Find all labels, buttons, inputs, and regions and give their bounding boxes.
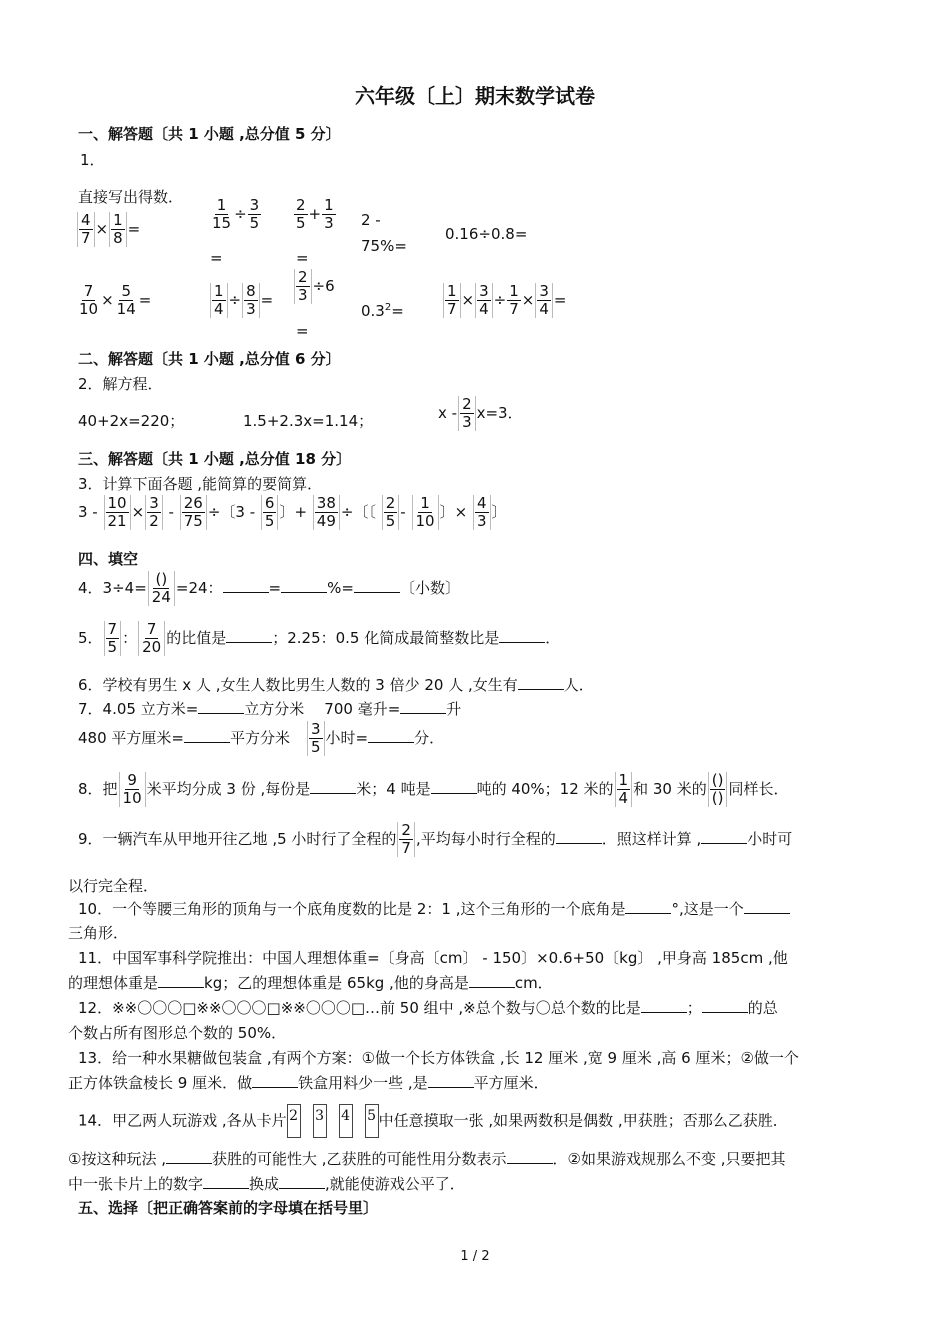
fraction: $\frac{3}{4}$ <box>475 283 493 318</box>
question-7-part-2: 480 平方厘米= 平方分米 $\frac{3}{5}$ 小时= 分． <box>78 720 445 756</box>
calc-b4: $0.3^2=$ <box>361 302 404 320</box>
question-9: 9．一辆汽车从甲地开往乙地 ,5 小时行了全程的 $\frac{2}{7}$ ,平均每小时行全程的 ．照这样计算 , 小时可 <box>78 821 793 857</box>
answer-blank[interactable] <box>368 728 414 743</box>
fraction: $\frac{2}{7}$ <box>397 822 415 857</box>
answer-blank[interactable] <box>223 578 269 593</box>
question-10: 10．一个等腰三角形的顶角与一个底角度数的比是 2：1 ,这个三角形的一个底角是 °,这是一个 <box>78 899 790 919</box>
section-2-heading: 二、解答题〔共 1 小题 ,总分值 6 分〕 <box>78 350 341 368</box>
answer-blank[interactable] <box>354 578 400 593</box>
fraction: $\frac{1}{15}$ <box>212 196 232 232</box>
answer-blank[interactable] <box>469 973 515 988</box>
fraction: $\frac{2}{5}$ <box>296 196 306 232</box>
question-1-intro: 直接写出得数． <box>78 188 184 206</box>
question-13: 13．给一种水果糖做包装盒 ,有两个方案：①做一个长方体铁盒 ,长 12 厘米 ,宽 9 厘米 ,高 6 厘米；②做一个 <box>78 1049 799 1067</box>
answer-blank[interactable] <box>184 728 230 743</box>
answer-blank[interactable] <box>252 1073 298 1088</box>
answer-blank[interactable] <box>507 1149 553 1164</box>
question-3-expression: 3 - $\frac{10}{21}$ × $\frac{3}{2}$ - $\frac{26}{75}$ ÷〔3 - $\frac{6}{5}$ 〕+ $\frac{38}{49}$ ÷〔〔 $\frac{2}{5}$ - $\frac{1}{10}$ 〕× $\frac{4}{3}$ 〕 <box>78 494 507 530</box>
fraction: $\frac{4}{3}$ <box>473 495 491 530</box>
answer-blank[interactable] <box>279 1174 325 1189</box>
answer-blank[interactable] <box>400 699 446 714</box>
fraction: $\frac{1}{7}$ <box>509 282 519 318</box>
fraction: $\frac{2}{3}$ <box>458 396 476 431</box>
fraction: $\frac{10}{21}$ <box>104 495 131 530</box>
question-11-continued: 的理想体重是 kg；乙的理想体重是 65kg ,他的身高是 cm． <box>68 974 553 992</box>
fraction: $\frac{9}{10}$ <box>119 772 146 807</box>
fraction: $\frac{3}{5}$ <box>307 721 325 756</box>
fraction: $\frac{8}{3}$ <box>242 283 260 318</box>
section-5-heading: 五、选择〔把正确答案前的字母填在括号里〕 <box>78 1199 379 1217</box>
section-1-heading: 一、解答题〔共 1 小题 ,总分值 5 分〕 <box>78 125 341 143</box>
calc-a2-equals: = <box>210 249 223 267</box>
question-8: 8．把 $\frac{9}{10}$ 米平均分成 3 份 ,每份是 米；4 吨是 吨的 40%；12 米的 $\frac{1}{4}$ 和 30 米的 $\frac{()}{()}$ 同样长． <box>78 771 789 807</box>
question-3: 3．计算下面各题 ,能简算的要简算． <box>78 475 323 493</box>
answer-blank[interactable] <box>518 675 564 690</box>
number-card: 3 <box>313 1104 327 1138</box>
answer-blank[interactable] <box>166 1149 212 1164</box>
fraction: $\frac{3}{2}$ <box>145 495 163 530</box>
answer-blank[interactable] <box>702 998 748 1013</box>
question-14-part-2: 中一张卡片上的数字 换成 ,就能使游戏公平了． <box>68 1175 465 1193</box>
question-2: 2．解方程． <box>78 375 163 393</box>
question-12: 12．※※〇〇〇□※※〇〇〇□※※〇〇〇□…前 50 组中 ,※总个数与〇总个数的比是 ； 的总 <box>78 999 778 1017</box>
answer-blank[interactable] <box>431 779 477 794</box>
question-11: 11．中国军事科学院推出：中国人理想体重=〔身高〔cm〕 - 150〕×0.6+50〔kg〕 ,甲身高 185cm ,他 <box>78 949 788 967</box>
fraction: $\frac{6}{5}$ <box>261 495 279 530</box>
fraction: $\frac{1}{10}$ <box>412 495 439 530</box>
question-12-continued: 个数占所有图形总个数的 50%． <box>68 1024 287 1042</box>
calc-a4-line1: 2 - <box>361 211 381 229</box>
question-14-part-1: ①按这种玩法 , 获胜的可能性大 ,乙获胜的可能性用分数表示 ．②如果游戏规那么不变 ,只要把其 <box>68 1150 786 1168</box>
answer-blank[interactable] <box>556 829 602 844</box>
fraction: $\frac{1}{3}$ <box>324 196 334 232</box>
fraction: $\frac{7}{20}$ <box>138 621 165 656</box>
equation-1: 40+2x=220； <box>78 412 185 430</box>
fraction: $\frac{1}{8}$ <box>109 212 127 247</box>
calc-a3: $\frac{2}{5}$ + $\frac{1}{3}$ <box>296 196 334 232</box>
answer-blank[interactable] <box>158 973 204 988</box>
calc-a3-equals: = <box>296 249 309 267</box>
question-13-continued: 正方体铁盒棱长 9 厘米．做 铁盒用料少一些 ,是 平方厘米． <box>68 1074 549 1092</box>
fraction: $\frac{1}{4}$ <box>210 283 228 318</box>
answer-blank[interactable] <box>203 1174 249 1189</box>
calc-b1: $\frac{7}{10}$ × $\frac{5}{14}$ = <box>79 282 152 318</box>
answer-blank[interactable] <box>310 779 356 794</box>
number-card: 5 <box>365 1104 379 1138</box>
fraction: $\frac{1}{4}$ <box>615 772 633 807</box>
question-9-continued: 以行完全程． <box>68 877 159 895</box>
page-title: 六年级〔上〕期末数学试卷 <box>355 84 595 108</box>
question-7: 7．4.05 立方米= 立方分米 700 毫升= 升 <box>78 700 462 718</box>
question-1-number: 1． <box>80 151 105 169</box>
answer-blank[interactable] <box>281 578 327 593</box>
fraction: $\frac{()}{24}$ <box>148 571 175 606</box>
fraction: $\frac{3}{4}$ <box>535 283 553 318</box>
calc-a1: $\frac{4}{7}$ × $\frac{1}{8}$ = <box>76 212 140 247</box>
question-4: 4．3÷4= $\frac{()}{24}$ =24： = %= 〔小数〕 <box>78 570 460 606</box>
answer-blank[interactable] <box>499 628 545 643</box>
section-4-heading: 四、填空 <box>78 550 139 568</box>
calc-a4-line2: 75%= <box>361 237 407 255</box>
calc-b2: $\frac{1}{4}$ ÷ $\frac{8}{3}$ = <box>209 283 273 318</box>
question-6: 6．学校有男生 x 人 ,女生人数比男生人数的 3 倍少 20 人 ,女生有 人． <box>78 676 594 694</box>
calc-b3: $\frac{2}{3}$ ÷6 <box>293 269 335 304</box>
fraction: $\frac{7}{5}$ <box>104 621 122 656</box>
fraction: $\frac{26}{75}$ <box>180 495 207 530</box>
equation-3: x - $\frac{2}{3}$ x=3． <box>438 395 523 431</box>
fraction: $\frac{38}{49}$ <box>313 495 340 530</box>
number-card: 4 <box>339 1104 353 1138</box>
answer-blank[interactable] <box>701 829 747 844</box>
fraction: $\frac{2}{5}$ <box>382 495 400 530</box>
answer-blank[interactable] <box>198 699 244 714</box>
answer-blank[interactable] <box>428 1073 474 1088</box>
question-5: 5． $\frac{7}{5}$ ： $\frac{7}{20}$ 的比值是 ；2.25：0.5 化简成最简整数比是 ． <box>78 620 561 656</box>
fraction: $\frac{5}{14}$ <box>116 282 136 318</box>
answer-blank[interactable] <box>625 899 671 914</box>
answer-blank[interactable] <box>226 628 272 643</box>
calc-b3-equals: = <box>296 322 309 340</box>
section-3-heading: 三、解答题〔共 1 小题 ,总分值 18 分〕 <box>78 450 352 468</box>
answer-blank[interactable] <box>641 998 687 1013</box>
fraction: $\frac{4}{7}$ <box>77 212 95 247</box>
fraction: $\frac{3}{5}$ <box>249 196 260 232</box>
calc-b5: $\frac{1}{7}$ × $\frac{3}{4}$ ÷ $\frac{1}{7}$ × $\frac{3}{4}$ = <box>442 283 567 318</box>
fraction: $\frac{2}{3}$ <box>294 269 312 304</box>
answer-blank[interactable] <box>744 899 790 914</box>
number-card: 2 <box>287 1104 301 1138</box>
page-number: 1 / 2 <box>460 1249 490 1264</box>
calc-a5: 0.16÷0.8= <box>445 225 528 243</box>
fraction: $\frac{7}{10}$ <box>79 282 99 318</box>
fraction: $\frac{()}{()}$ <box>708 772 728 807</box>
fraction: $\frac{1}{7}$ <box>443 283 461 318</box>
equation-2: 1.5+2.3x=1.14； <box>243 412 374 430</box>
calc-a2: $\frac{1}{15}$ ÷ $\frac{3}{5}$ <box>212 196 260 232</box>
question-10-continued: 三角形． <box>68 924 129 942</box>
question-14: 14．甲乙两人玩游戏 ,各从卡片 2 3 4 5 中任意摸取一张 ,如果两数积是偶数 ,甲获胜；否那么乙获胜． <box>78 1104 788 1138</box>
